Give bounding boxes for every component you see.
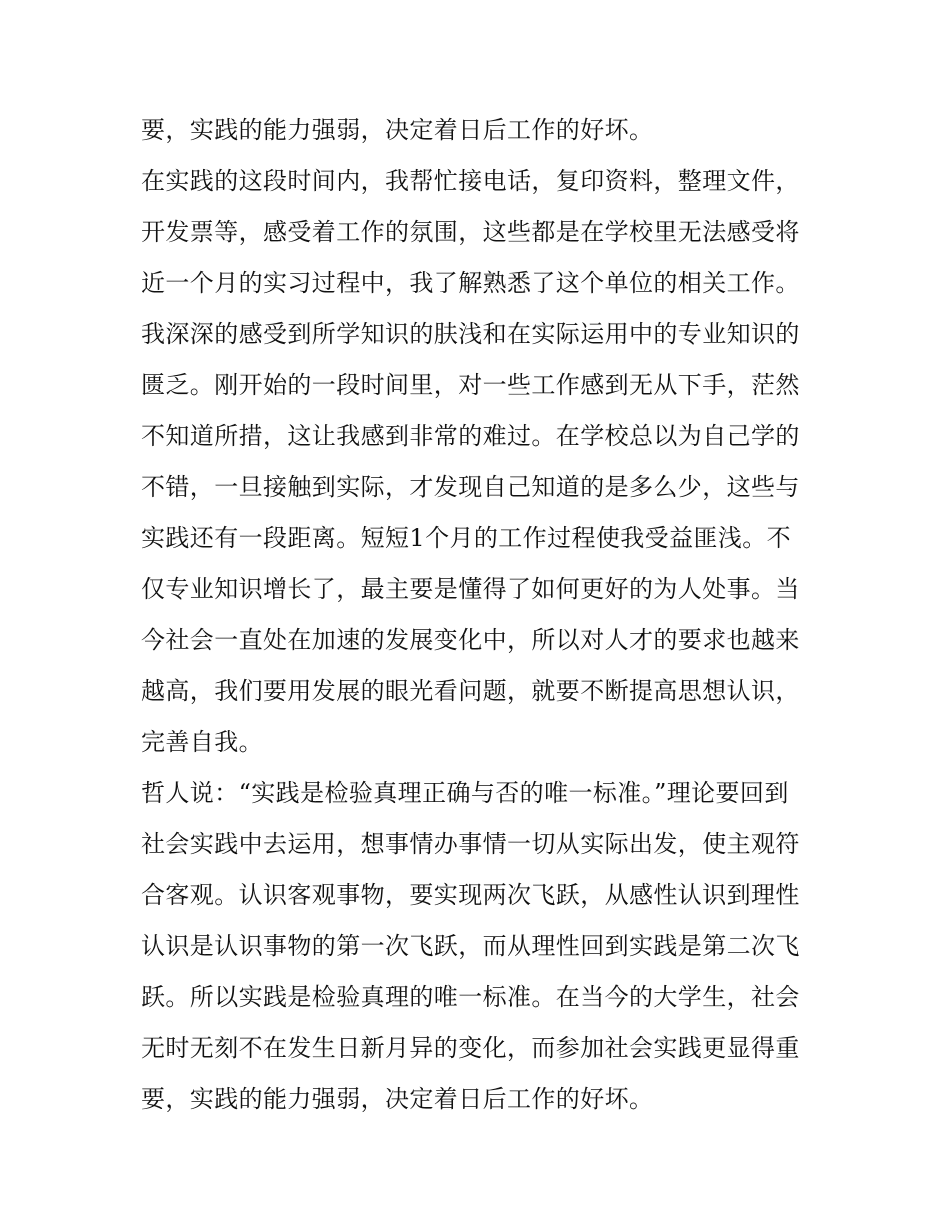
text-line: 在实践的这段时间内，我帮忙接电话，复印资料，整理文件，: [141, 167, 800, 195]
document-body: [141, 108, 821, 1128]
text-line: 合客观。认识客观事物，要实现两次飞跃，从感性认识到理性: [141, 881, 800, 909]
text-line: 近一个月的实习过程中，我了解熟悉了这个单位的相关工作。: [141, 269, 800, 297]
text-line: 要，实践的能力强弱，决定着日后工作的好坏。: [141, 116, 654, 144]
text-line: 我深深的感受到所学知识的肤浅和在实际运用中的专业知识的: [141, 320, 800, 348]
text-line: 社会实践中去运用，想事情办事情一切从实际出发，使主观符: [141, 830, 800, 858]
text-line: 今社会一直处在加速的发展变化中，所以对人才的要求也越来: [141, 626, 800, 654]
text-line: 不知道所措，这让我感到非常的难过。在学校总以为自己学的: [141, 422, 800, 450]
text-line: 要，实践的能力强弱，决定着日后工作的好坏。: [141, 1085, 654, 1113]
text-line: 认识是认识事物的第一次飞跃，而从理性回到实践是第二次飞: [141, 932, 800, 960]
text-line: 实践还有一段距离。短短1个月的工作过程使我受益匪浅。不: [141, 524, 792, 552]
text-line: 完善自我。: [141, 728, 263, 756]
text-line: 仅专业知识增长了，最主要是懂得了如何更好的为人处事。当: [141, 575, 800, 603]
text-line: 匮乏。刚开始的一段时间里，对一些工作感到无从下手，茫然: [141, 371, 800, 399]
text-line: 越高，我们要用发展的眼光看问题，就要不断提高思想认识，: [141, 677, 800, 705]
text-line: 无时无刻不在发生日新月异的变化，而参加社会实践更显得重: [141, 1034, 800, 1062]
text-line: 跃。所以实践是检验真理的唯一标准。在当今的大学生，社会: [141, 983, 800, 1011]
text-line: 不错，一旦接触到实际，才发现自己知道的是多么少，这些与: [141, 473, 800, 501]
text-line: 开发票等，感受着工作的氛围，这些都是在学校里无法感受将: [141, 218, 800, 246]
text-line: 哲人说：“实践是检验真理正确与否的唯一标准。”理论要回到: [141, 779, 789, 807]
